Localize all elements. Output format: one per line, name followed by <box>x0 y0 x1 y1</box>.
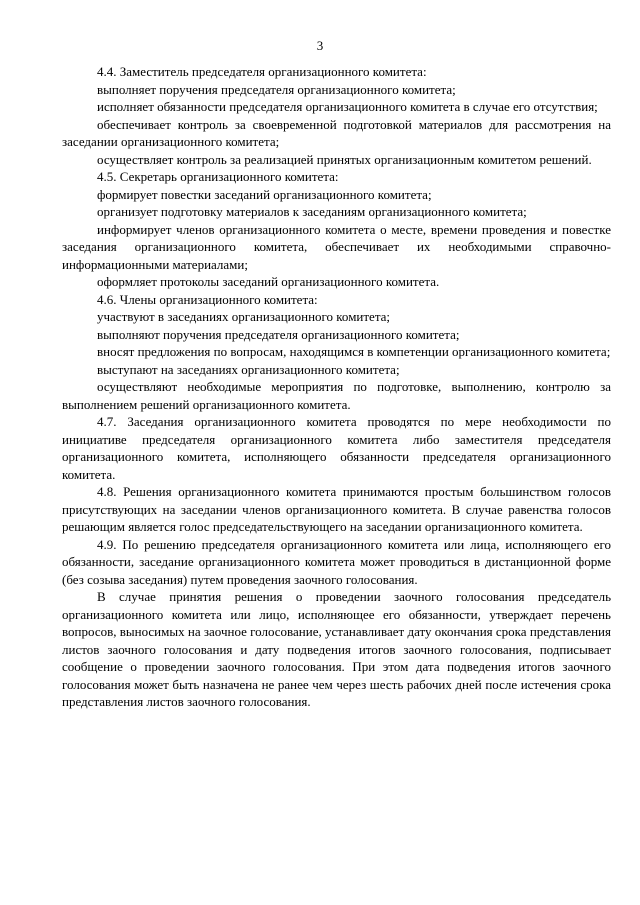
paragraph: участвуют в заседаниях организационного комитета; <box>97 309 391 324</box>
paragraph-4-6-heading: 4.6. Члены организационного комитета: <box>97 291 318 307</box>
page-number: 3 <box>316 38 324 53</box>
paragraph: выполняет поручения председателя организационного комитета; <box>97 81 456 97</box>
paragraph-4-5-heading: 4.5. Секретарь организационного комитета: <box>97 169 339 184</box>
paragraph-4-4-heading: 4.4. Заместитель председателя организационного комитета: <box>97 64 427 79</box>
paragraph: В случае принятия решения о проведении заочного голосования председатель организационного комитета или лицо, исполняющее его обязанности, утверждает перечень вопросов, выносимых на заочное голосование, устанавливает дату окончания срока представления листов заочного голосования и дату подведения итогов заочного голосования, подписывает сообщение о проведении заочного голосования. При этом дата подведения итогов заочного голосования может быть назначена не ранее чем через шесть рабочих дней после истечения срока представления листов заочного голосования. <box>62 589 611 709</box>
paragraph: информирует членов организационного комитета о месте, времени проведения и повестке заседания организационного комитета, обеспечивает их необходимыми справочно-информационными материалами; <box>62 221 611 272</box>
paragraph: оформляет протоколы заседаний организационного комитета. <box>97 274 440 289</box>
paragraph-4-8: 4.8. Решения организационного комитета принимаются простым большинством голосов присутствующих на заседании членов организационного комитета. В случае равенства голосов решающим является голос председательствующего на заседании организационного комитета. <box>62 484 611 534</box>
paragraph: выполняют поручения председателя организационного комитета; <box>97 326 460 342</box>
paragraph: обеспечивает контроль за своевременной подготовкой материалов для рассмотрения на заседании организационного комитета; <box>62 116 611 149</box>
paragraph: осуществляет контроль за реализацией принятых организационным комитетом решений. <box>97 151 592 167</box>
paragraph: формирует повестки заседаний организационного комитета; <box>97 186 432 202</box>
paragraph: вносят предложения по вопросам, находящимся в компетенции организационного комитета; <box>97 344 611 359</box>
paragraph: осуществляют необходимые мероприятия по подготовке, выполнению, контролю за выполнением решений организационного комитета. <box>62 379 611 412</box>
document-body <box>62 63 611 711</box>
paragraph: исполняет обязанности председателя организационного комитета в случае его отсутствия; <box>97 99 598 114</box>
paragraph: организует подготовку материалов к заседаниям организационного комитета; <box>97 204 527 219</box>
paragraph-4-7: 4.7. Заседания организационного комитета проводятся по мере необходимости по инициативе председателя организационного комитета либо заместителя председателя организационного комитета, исполняющего обязанности председателя организационного комитета. <box>62 414 611 482</box>
paragraph: выступают на заседаниях организационного комитета; <box>97 361 400 377</box>
paragraph-4-9: 4.9. По решению председателя организационного комитета или лица, исполняющего его обязанности, заседание организационного комитета может проводиться в дистанционной форме (без созыва заседания) путем проведения заочного голосования. <box>62 536 611 587</box>
